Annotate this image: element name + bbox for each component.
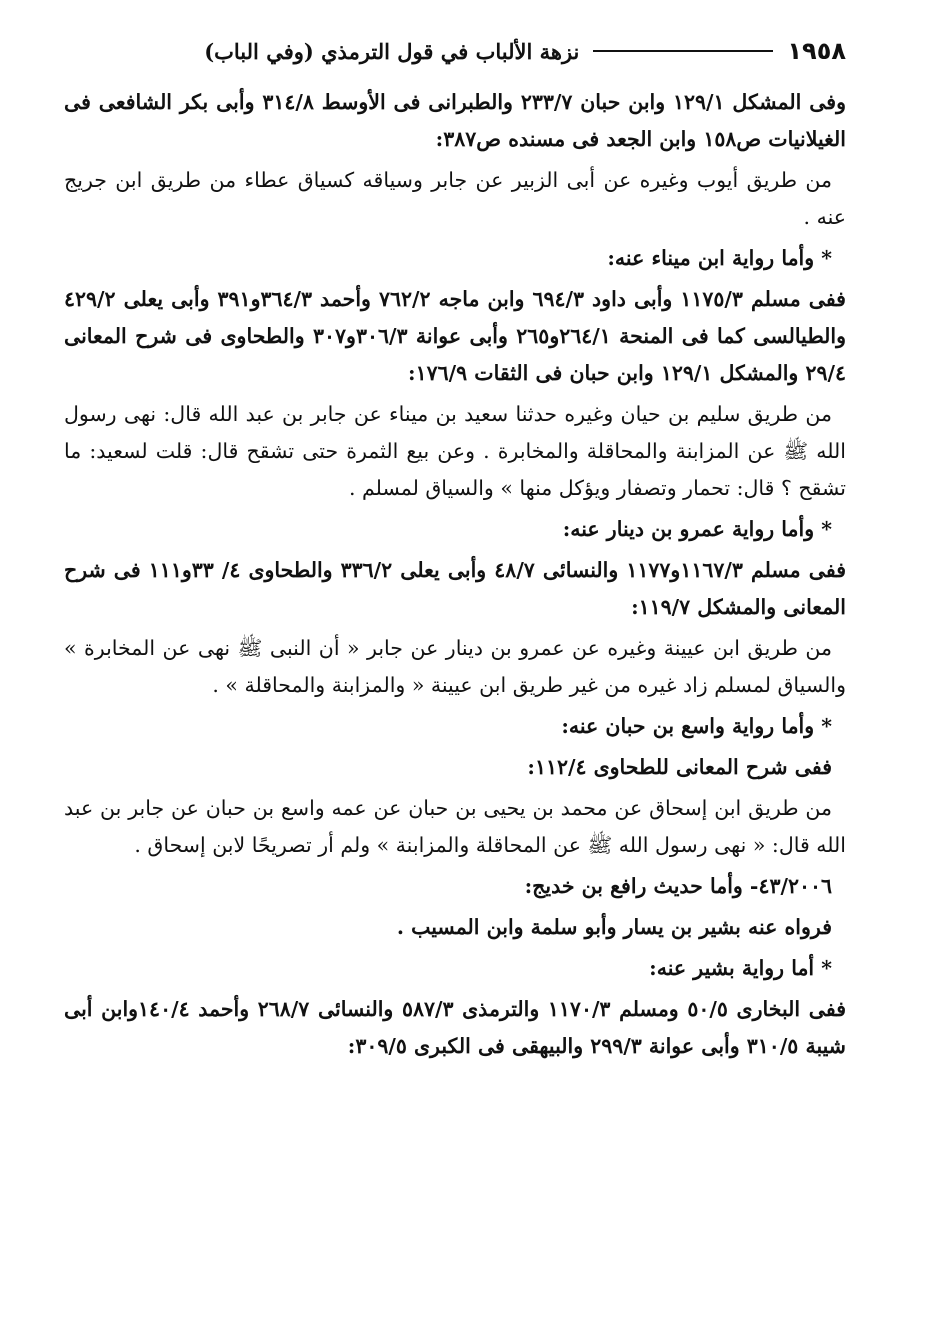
section-heading: * وأما رواية واسع بن حبان عنه: (561, 714, 832, 738)
header-rule (593, 50, 773, 52)
section-heading: * وأما رواية عمرو بن دينار عنه: (562, 517, 832, 541)
section-heading: ٤٣/٢٠٠٦- وأما حديث رافع بن خديج: (524, 874, 832, 898)
paragraph: من طريق سليم بن حيان وغيره حدثنا سعيد بن ميناء عن جابر بن عبد الله قال: نهى رسول الله ﷺ عن المزابنة والمحاقلة والمخابرة . وعن بيع الثمرة حتى تشقح قال: قلت لسعيد: ما تشقح ؟ قال: تحمار وتصفار ويؤكل منها » والسياق لمسلم . (64, 402, 846, 500)
paragraph: من طريق أيوب وغيره عن أبى الزبير عن جابر وسياقه كسياق عطاء من طريق ابن جريج عنه . (64, 168, 846, 229)
paragraph: ففى شرح المعانى للطحاوى ١١٢/٤: (527, 755, 832, 779)
paragraph: فرواه عنه بشير بن يسار وأبو سلمة وابن المسيب . (396, 915, 832, 939)
section-heading: * وأما رواية ابن ميناء عنه: (607, 246, 832, 270)
paragraph: ففى البخارى ٥٠/٥ ومسلم ١١٧٠/٣ والترمذى ٥٨٧/٣ والنسائى ٢٦٨/٧ وأحمد ١٤٠/٤وابن أبى شيبة ٣١٠/٥ وأبى عوانة ٢٩٩/٣ والبيهقى فى الكبرى ٣٠٩/٥: (64, 997, 846, 1058)
page-body (64, 84, 846, 1069)
running-title: نزهة الألباب في قول الترمذي (وفي الباب) (204, 38, 580, 64)
section-heading: * أما رواية بشير عنه: (649, 956, 832, 980)
paragraph: ففى مسلم ١١٧٥/٣ وأبى داود ٦٩٤/٣ وابن ماجه ٧٦٢/٢ وأحمد ٣٦٤/٣و٣٩١ وأبى يعلى ٤٢٩/٢ والطيالسى كما فى المنحة ٢٦٤/١و٢٦٥ وأبى عوانة ٣٠٦/٣و٣٠٧ والطحاوى فى شرح المعانى ٢٩/٤ والمشكل ١٢٩/١ وابن حبان فى الثقات ١٧٦/٩: (64, 287, 846, 385)
paragraph: ففى مسلم ١١٦٧/٣و١١٧٧ والنسائى ٤٨/٧ وأبى يعلى ٣٣٦/٢ والطحاوى ٤/ ٣٣و١١١ فى شرح المعانى والمشكل ١١٩/٧: (64, 558, 846, 619)
page-header (56, 34, 846, 68)
paragraph: وفى المشكل ١٢٩/١ وابن حبان ٢٣٣/٧ والطبرانى فى الأوسط ٣١٤/٨ وأبى بكر الشافعى فى الغيلانيات ص١٥٨ وابن الجعد فى مسنده ص٣٨٧: (64, 90, 846, 151)
page-number: ١٩٥٨ (787, 37, 846, 65)
paragraph: من طريق ابن عيينة وغيره عن عمرو بن دينار عن جابر « أن النبى ﷺ نهى عن المخابرة » والسياق لمسلم زاد غيره من غير طريق ابن عيينة « والمزابنة والمحاقلة » . (64, 636, 846, 697)
paragraph: من طريق ابن إسحاق عن محمد بن يحيى بن حبان عن عمه واسع بن حبان عن جابر بن عبد الله قال: « نهى رسول الله ﷺ عن المحاقلة والمزابنة » ولم أر تصريحًا لابن إسحاق . (64, 796, 846, 857)
